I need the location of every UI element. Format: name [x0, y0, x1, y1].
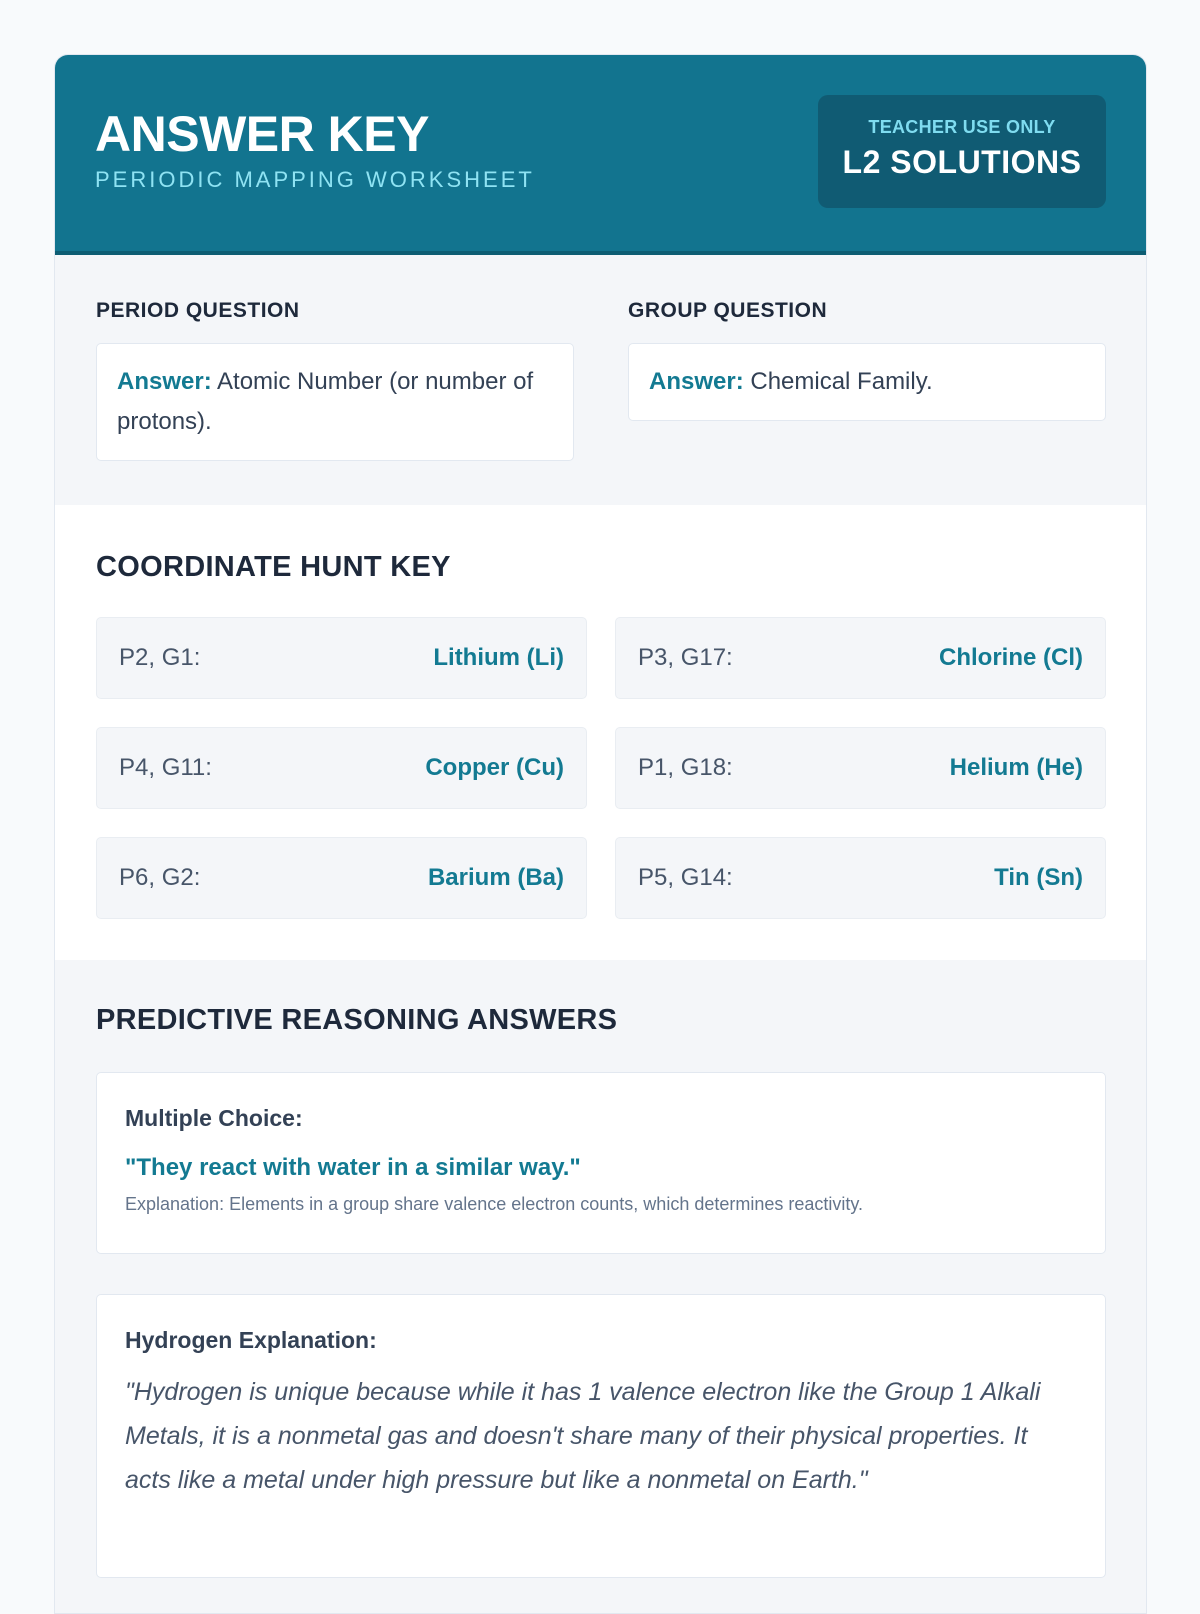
coordinate-element: Lithium (Li): [433, 644, 564, 671]
coordinate-location: P3, G17:: [638, 644, 733, 671]
coordinate-hunt-title: COORDINATE HUNT KEY: [96, 551, 451, 583]
coordinate-item: [615, 727, 1106, 809]
coordinate-location: P4, G11:: [119, 754, 212, 781]
group-answer-box: [628, 343, 1106, 421]
period-answer-label: Answer:: [117, 368, 212, 395]
period-answer-text: Atomic Number (or number of protons).: [117, 368, 534, 435]
hydrogen-explanation-label: Hydrogen Explanation:: [125, 1327, 377, 1353]
multiple-choice-explanation: Explanation: Elements in a group share valence electron counts, which determines reactivity.: [125, 1194, 864, 1214]
coordinate-location: P5, G14:: [638, 864, 733, 891]
page-title: ANSWER KEY: [95, 106, 429, 162]
period-question-label: PERIOD QUESTION: [96, 299, 300, 322]
coordinate-location: P1, G18:: [638, 754, 733, 781]
coordinate-item: [96, 837, 587, 919]
multiple-choice-label: Multiple Choice:: [125, 1105, 303, 1131]
header: [55, 55, 1146, 255]
coordinate-element: Chlorine (Cl): [939, 644, 1083, 671]
coordinate-item: [615, 617, 1106, 699]
period-answer-box: [96, 343, 574, 461]
predictive-reasoning-section: [55, 960, 1146, 1614]
coordinate-item: [615, 837, 1106, 919]
coordinate-item: [96, 617, 587, 699]
page-subtitle: PERIODIC MAPPING WORKSHEET: [95, 167, 535, 192]
multiple-choice-answer: "They react with water in a similar way.": [125, 1154, 581, 1181]
coordinate-element: Copper (Cu): [425, 754, 564, 781]
coordinate-location: P2, G1:: [119, 644, 201, 671]
coordinate-element: Helium (He): [949, 754, 1083, 781]
predictive-reasoning-title: PREDICTIVE REASONING ANSWERS: [96, 1004, 618, 1036]
group-answer-text: Chemical Family.: [750, 368, 933, 395]
badge-caption: TEACHER USE ONLY: [868, 117, 1056, 137]
teacher-badge: [818, 95, 1106, 208]
questions-section: [55, 255, 1146, 505]
multiple-choice-box: [96, 1072, 1106, 1254]
group-answer-label: Answer:: [649, 368, 744, 395]
coordinate-grid: [96, 617, 1106, 919]
coordinate-element: Barium (Ba): [427, 864, 564, 891]
group-question: [628, 299, 1106, 421]
coordinate-hunt-section: [55, 505, 1146, 960]
coordinate-location: P6, G2:: [119, 864, 201, 891]
coordinate-item: [96, 727, 587, 809]
hydrogen-explanation-text: "Hydrogen is unique because while it has 1 valence electron like the Group 1 Alkali Metals, it is a nonmetal gas and doesn't share many of their physical properties. It acts like a metal under high pressure but like a nonmetal on Earth.": [125, 1378, 1041, 1494]
period-question: [96, 299, 574, 461]
hydrogen-explanation-box: [96, 1294, 1106, 1578]
answer-key-card: [54, 54, 1147, 1614]
coordinate-element: Tin (Sn): [994, 864, 1083, 891]
badge-title: L2 SOLUTIONS: [842, 144, 1082, 180]
group-question-label: GROUP QUESTION: [628, 299, 828, 322]
